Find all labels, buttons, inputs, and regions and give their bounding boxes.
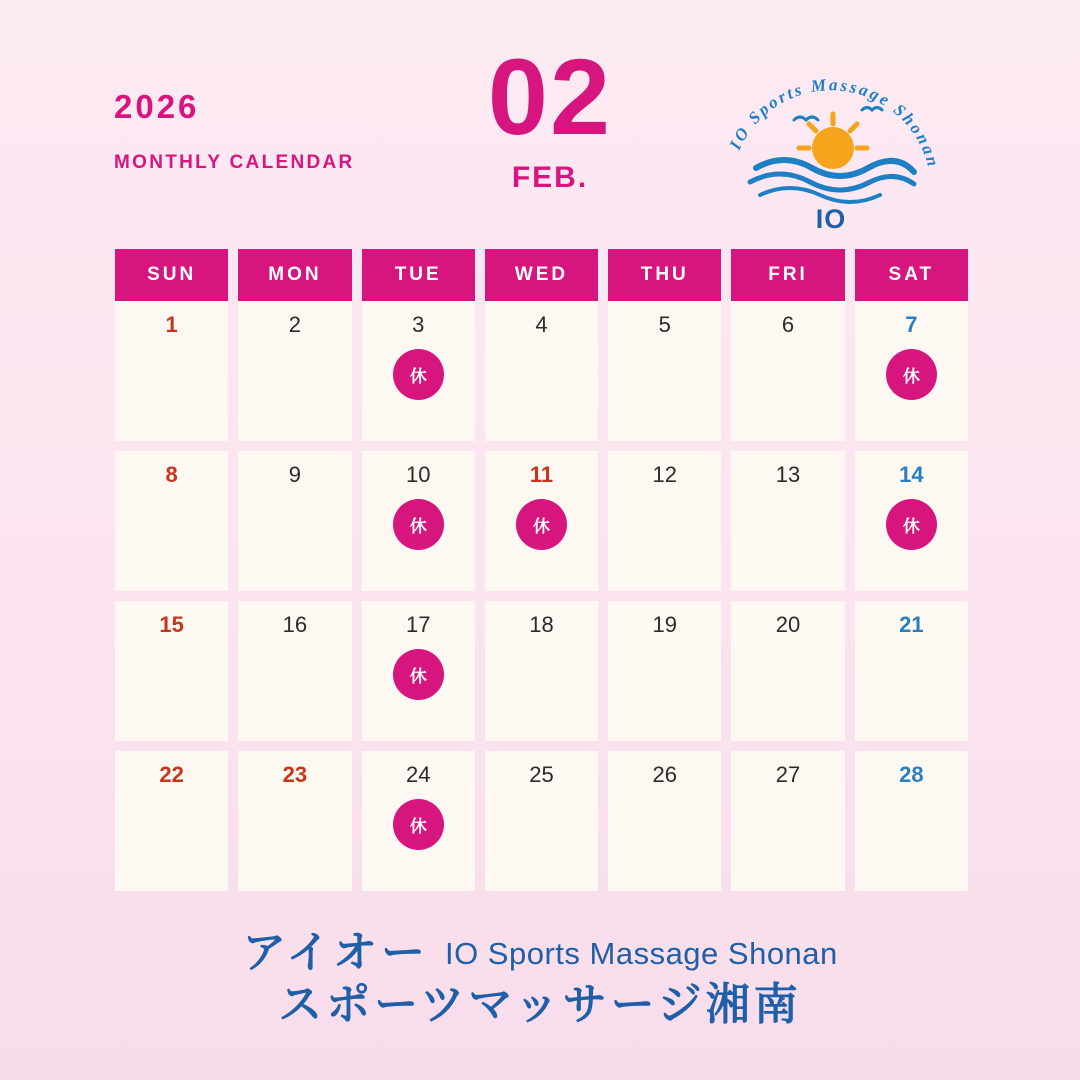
day-number: 28 [899,762,924,787]
weekday-header-tue: TUE [362,249,475,301]
calendar-day-cell[interactable] [731,751,844,891]
calendar-week-row [115,751,968,891]
poster-footer [0,930,1080,1028]
calendar-day-cell[interactable] [485,451,598,591]
closed-day-badge: 休 [886,349,937,400]
day-number: 22 [159,762,184,787]
calendar-day-cell[interactable] [608,451,721,591]
calendar-day-cell[interactable] [238,751,351,891]
closed-day-badge: 休 [886,499,937,550]
day-number: 27 [775,762,801,787]
calendar-day-cell[interactable] [731,301,844,441]
svg-text:IO: IO [815,204,847,233]
calendar-day-cell[interactable] [608,301,721,441]
day-number: 19 [652,612,677,637]
calendar-day-cell[interactable] [855,601,968,741]
weekday-header-wed: WED [485,249,598,301]
footer-brand-jp-line2: スポーツマッサージ湘南 [278,980,802,1030]
day-number: 25 [529,762,554,787]
calendar-day-cell[interactable] [855,751,968,891]
calendar-day-cell[interactable] [238,301,351,441]
calendar-day-cell[interactable] [115,451,228,591]
day-number: 15 [159,612,184,637]
day-number: 8 [165,462,178,487]
day-number: 23 [282,762,308,787]
calendar-day-cell[interactable] [731,601,844,741]
calendar-day-cell[interactable] [362,301,475,441]
day-number: 18 [529,612,554,637]
day-number: 12 [652,462,677,487]
monthly-calendar-label: MONTHLY CALENDAR [114,152,355,173]
day-number: 5 [658,312,671,337]
day-number: 6 [781,312,795,337]
calendar-day-cell[interactable] [362,451,475,591]
day-number: 9 [288,462,302,487]
calendar-day-cell[interactable] [731,451,844,591]
calendar-week-row [115,451,968,591]
header-month-block [430,36,670,195]
day-number: 4 [535,312,548,337]
day-number: 11 [529,462,554,487]
day-number: 14 [899,462,924,487]
calendar-day-cell[interactable] [362,601,475,741]
year-label: 2026 [114,88,200,125]
poster-header [0,28,1080,233]
sunrise-wave-logo-icon [716,48,946,233]
calendar-grid [115,249,968,891]
calendar-day-cell[interactable] [608,751,721,891]
weekday-header-thu: THU [608,249,721,301]
footer-brand-en: IO Sports Massage Shonan [444,936,838,972]
calendar-week-row [115,301,968,441]
calendar-day-cell[interactable] [485,751,598,891]
calendar-day-cell[interactable] [485,301,598,441]
closed-day-badge: 休 [393,799,444,850]
day-number: 1 [165,312,178,337]
day-number: 10 [405,462,431,487]
day-number: 13 [775,462,801,487]
calendar-day-cell[interactable] [238,601,351,741]
day-number: 24 [405,762,431,787]
calendar-day-cell[interactable] [115,601,228,741]
weekday-header-row [115,249,968,301]
weekday-header-mon: MON [238,249,351,301]
footer-brand-jp-line1: アイオー [242,928,429,977]
closed-day-badge: 休 [393,649,444,700]
weekday-header-sat: SAT [855,249,968,301]
closed-day-badge: 休 [393,499,444,550]
day-number: 7 [905,312,918,337]
calendar-day-cell[interactable] [115,301,228,441]
calendar-day-cell[interactable] [115,751,228,891]
calendar-day-cell[interactable] [608,601,721,741]
day-number: 26 [652,762,677,787]
weekday-header-sun: SUN [115,249,228,301]
month-number: 02 [487,36,613,157]
day-number: 16 [282,612,308,637]
day-number: 2 [288,312,302,337]
day-number: 17 [405,612,431,637]
calendar-day-cell[interactable] [238,451,351,591]
brand-logo [716,48,946,233]
calendar-day-cell[interactable] [855,301,968,441]
calendar-day-cell[interactable] [362,751,475,891]
closed-day-badge: 休 [393,349,444,400]
day-number: 3 [412,312,425,337]
month-abbreviation: FEB. [511,160,589,194]
day-number: 21 [899,612,924,637]
calendar-week-row [115,601,968,741]
day-number: 20 [775,612,801,637]
weekday-header-fri: FRI [731,249,844,301]
calendar-day-cell[interactable] [485,601,598,741]
closed-day-badge: 休 [516,499,567,550]
header-left-block [114,90,355,174]
svg-text:IO Sports Massage Shonan: IO Sports Massage Shonan [725,75,944,171]
calendar-day-cell[interactable] [855,451,968,591]
